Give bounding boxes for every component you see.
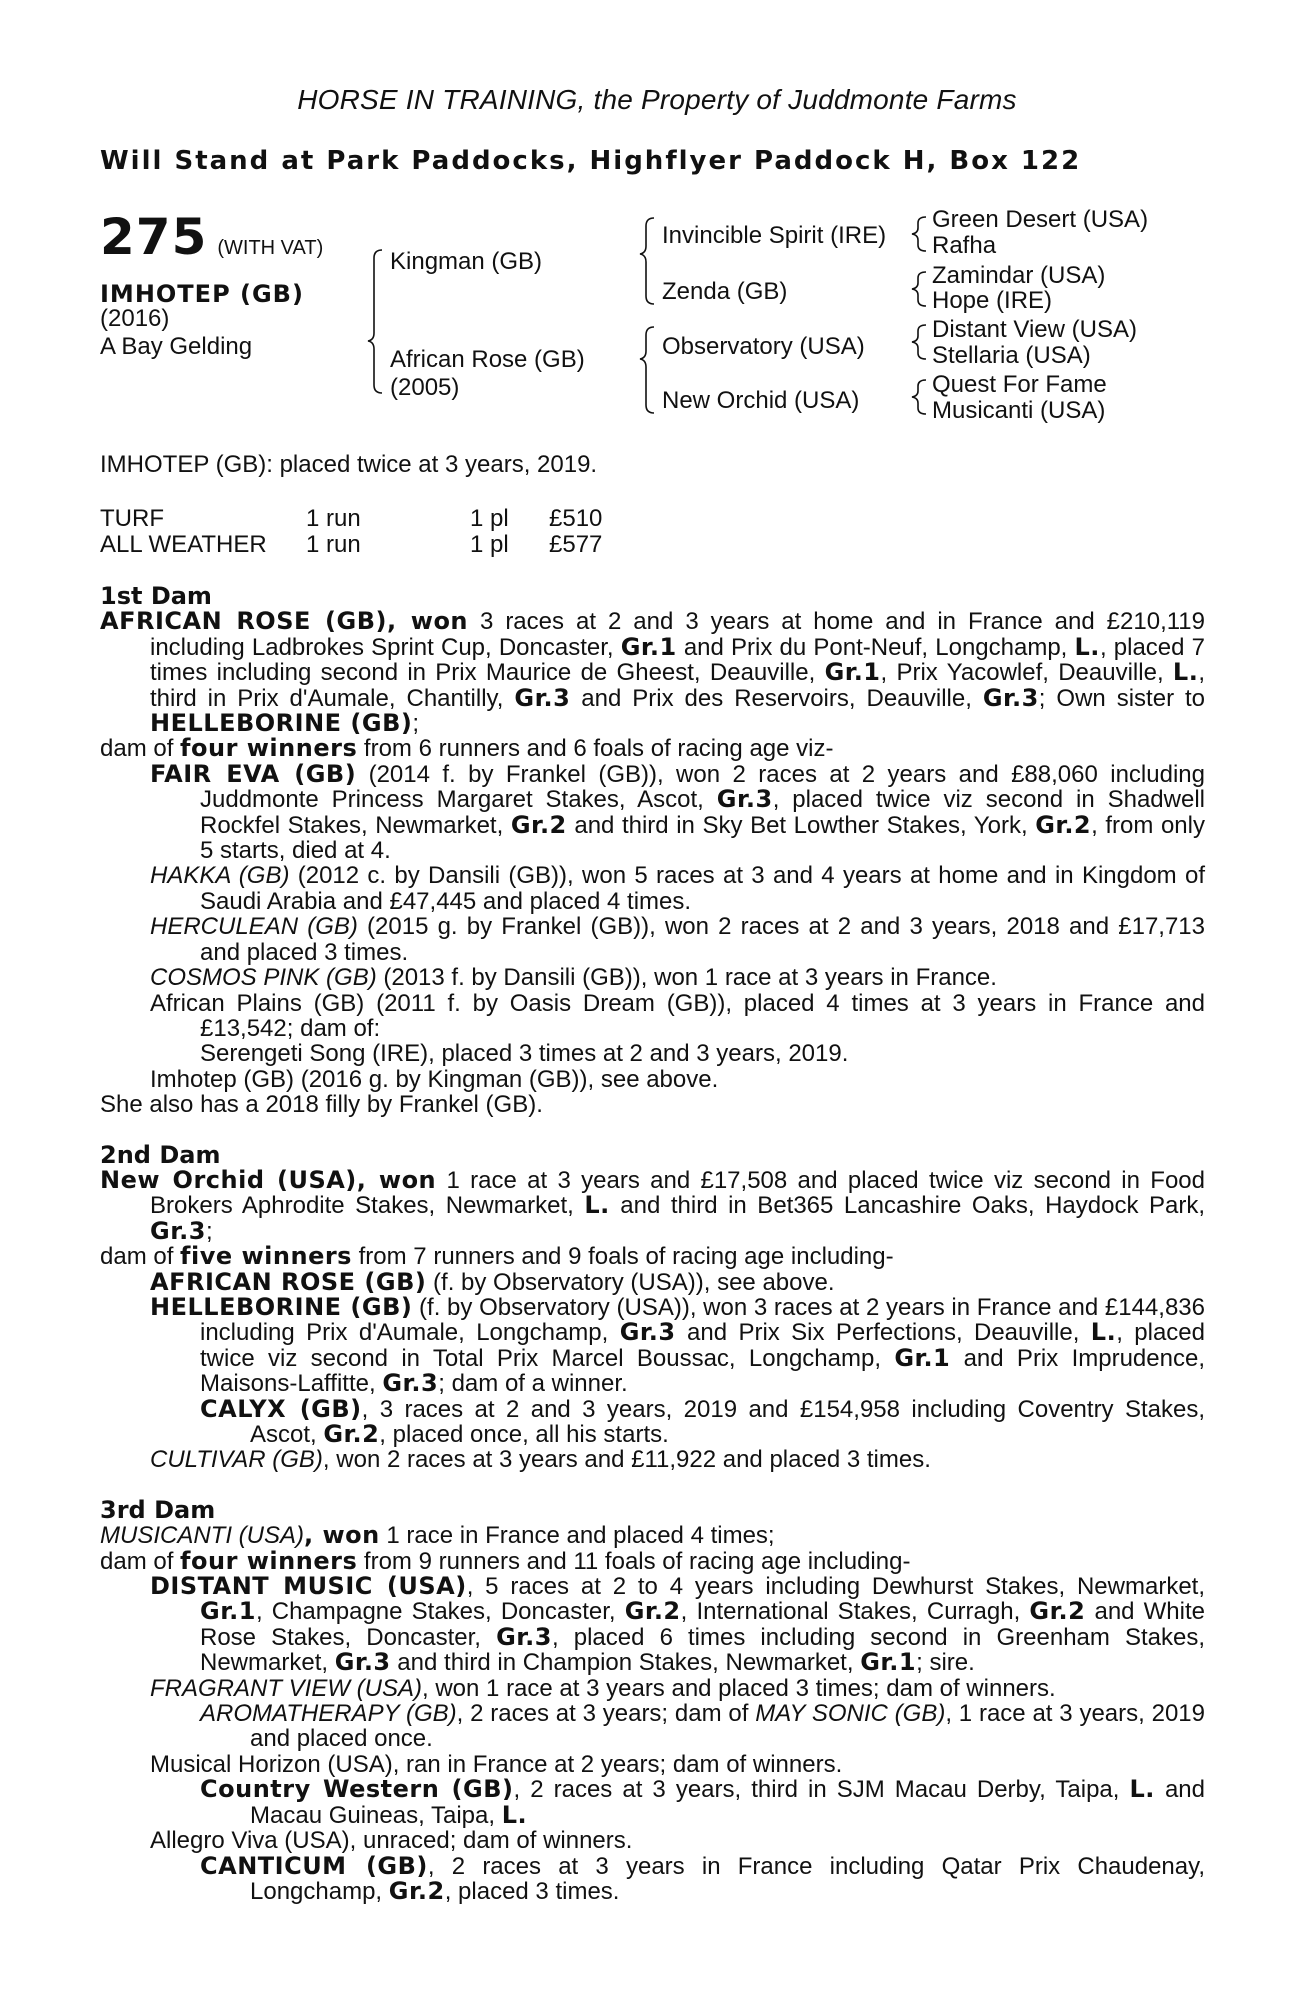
text-fragment: , Champagne Stakes, Doncaster, [255, 1598, 625, 1626]
text-fragment: and third in Sky Bet Lowther Stakes, York, [566, 811, 1036, 839]
text-fragment: , 2 races at 3 years, third in SJM Macau Derby, Taipa, [513, 1776, 1130, 1804]
won-label: , won [304, 1521, 380, 1550]
first-dam-name: AFRICAN ROSE (GB) [100, 607, 387, 636]
text-fragment: (f. by Observatory (USA)), see above. [426, 1268, 835, 1296]
third-dam-name: MUSICANTI (USA) [100, 1522, 304, 1550]
produce-name: FAIR EVA (GB) [150, 759, 357, 788]
grade-label: Gr.2 [1035, 810, 1092, 839]
text-fragment: ; sire. [916, 1649, 975, 1677]
grade-label: Gr.1 [860, 1648, 917, 1677]
pedigree-sire: Kingman (GB) [390, 248, 543, 275]
winners-count: four winners [180, 1546, 358, 1575]
pedigree-g8: Musicanti (USA) [932, 397, 1106, 424]
third-dam-produce-summary [100, 1546, 1205, 1575]
horse-description: A Bay Gelding [100, 333, 253, 360]
record-runs: 1 run [306, 505, 361, 532]
pedigree-g1: Green Desert (USA) [932, 206, 1149, 233]
record-earnings: £577 [549, 531, 603, 558]
text-fragment: , won 1 race at 3 years and placed 3 times; dam of winners. [422, 1674, 1056, 1702]
produce-african-plains: African Plains (GB) (2011 f. by Oasis Dream (GB)), placed 4 times at 3 years in France and £13,542; dam of: [150, 989, 1205, 1042]
produce-cosmos-pink [100, 965, 1205, 990]
grade-label: Gr.3 [382, 1369, 439, 1398]
pedigree-dam: African Rose (GB) [390, 346, 585, 373]
text-fragment: , won 2 races at 3 years and £11,922 and placed 3 times. [322, 1446, 931, 1474]
produce-allegro-viva: Allegro Viva (USA), unraced; dam of winners. [150, 1827, 633, 1855]
produce-serengeti-song: Serengeti Song (IRE), placed 3 times at 2 and 3 years, 2019. [200, 1040, 849, 1068]
produce-name: FRAGRANT VIEW (USA) [150, 1674, 423, 1702]
record-runs: 1 run [306, 531, 361, 558]
grade-label: Gr.1 [894, 1343, 951, 1372]
record-placed: 1 pl [470, 531, 509, 558]
produce-helleborine [100, 1292, 1205, 1398]
produce-canticum [100, 1851, 1206, 1905]
text-fragment: from 7 runners and 9 foals of racing age including- [351, 1243, 894, 1271]
grade-label: Gr.1 [824, 658, 881, 687]
record-earnings: £510 [549, 505, 603, 532]
grade-label: Gr.2 [323, 1420, 380, 1448]
produce-name: COSMOS PINK (GB) [150, 964, 377, 992]
produce-name: HAKKA (GB) [150, 862, 290, 890]
pedigree-sire-dam: Zenda (GB) [662, 278, 788, 305]
produce-name: CALYX (GB) [200, 1394, 362, 1423]
record-placed: 1 pl [470, 505, 509, 532]
text-fragment: ; dam of a winner. [438, 1370, 628, 1398]
text-fragment: , 1 race at 3 years, 2019 and placed once. [250, 1700, 1206, 1753]
second-dam-produce-summary [100, 1244, 1205, 1269]
won-label: , won [386, 607, 469, 636]
text-fragment: , Prix Yacowlef, Deauville, [880, 659, 1173, 687]
winners-count: five winners [180, 1242, 352, 1271]
text-fragment: and Prix du Pont-Neuf, Longchamp, [676, 633, 1075, 661]
text-fragment: , 2 races at 3 years; dam of [456, 1700, 756, 1728]
listed-label: L. [501, 1800, 528, 1829]
produce-country-western [100, 1777, 1205, 1828]
race-summary: IMHOTEP (GB): placed twice at 3 years, 2019. [100, 451, 598, 478]
text-fragment: , International Stakes, Curragh, [680, 1598, 1030, 1626]
pedigree-dam-year: (2005) [390, 374, 460, 401]
produce-african-rose [100, 1267, 1205, 1296]
produce-name: DISTANT MUSIC (USA) [150, 1572, 467, 1601]
pedigree-g3: Zamindar (USA) [932, 262, 1106, 289]
text-fragment: ; [412, 710, 420, 738]
grade-label: Gr.2 [510, 810, 567, 839]
text-fragment: , placed 3 times. [444, 1877, 620, 1905]
text-fragment: (f. by Observatory (USA)), won 3 races at 2 years in France and £144,836 including Prix d'Aumale, Longchamp, [200, 1293, 1205, 1347]
produce-name: AFRICAN ROSE (GB) [150, 1267, 427, 1296]
text-fragment: (2013 f. by Dansili (GB)), won 1 race at 3 years in France. [376, 964, 997, 992]
grade-label: Gr.3 [514, 683, 571, 712]
pedigree-g6: Stellaria (USA) [932, 342, 1091, 369]
produce-filly-note: She also has a 2018 filly by Frankel (GB). [100, 1091, 543, 1119]
horse-name: IMHOTEP (GB) [100, 280, 304, 308]
sister-name: HELLEBORINE (GB) [150, 709, 413, 738]
text-fragment: , placed 7 times including second in Prix Maurice de Gheest, Deauville, [150, 633, 1205, 687]
grade-label: Gr.3 [716, 785, 773, 814]
text-fragment: and third in Bet365 Lancashire Oaks, Haydock Park, [609, 1192, 1206, 1220]
third-dam-paragraph [100, 1523, 1205, 1548]
produce-name: Country Western (GB) [200, 1775, 514, 1804]
text-fragment: dam of [100, 1547, 181, 1575]
listed-label: L. [584, 1191, 610, 1220]
text-fragment: dam of [100, 735, 181, 763]
third-dam-heading: 3rd Dam [100, 1495, 216, 1524]
grade-label: Gr.1 [200, 1597, 256, 1626]
lot-number-value: 275 [100, 208, 208, 266]
text-fragment: and Macau Guineas, Taipa, [250, 1776, 1206, 1829]
grade-label: Gr.2 [388, 1876, 445, 1905]
listed-label: L. [1074, 632, 1100, 661]
text-fragment: (2012 c. by Dansili (GB)), won 5 races at 3 and 4 years at home and in Kingdom of Saudi Arabia and £47,445 and placed 4 times. [200, 862, 1205, 915]
produce-name: AROMATHERAPY (GB) [200, 1700, 457, 1728]
text-fragment: and Prix Imprudence, Maisons-Laffitte, [200, 1344, 1205, 1398]
record-surface: TURF [100, 505, 164, 532]
second-dam-heading: 2nd Dam [100, 1140, 221, 1169]
text-fragment: 1 race at 3 years and £17,508 and placed twice viz second in Food Brokers Aphrodite Stakes, Newmarket, [150, 1166, 1205, 1220]
grade-label: Gr.2 [624, 1597, 681, 1626]
pedigree-sire-sire: Invincible Spirit (IRE) [662, 222, 887, 249]
pedigree-g7: Quest For Fame [932, 371, 1107, 398]
text-fragment: and Prix Six Perfections, Deauville, [675, 1319, 1091, 1347]
second-dam-name: New Orchid (USA) [100, 1165, 357, 1194]
text-fragment: , third in Prix d'Aumale, Chantilly, [150, 659, 1205, 712]
first-dam-produce-summary [100, 736, 1205, 761]
text-fragment: and Prix des Reservoirs, Deauville, [570, 684, 983, 712]
produce-record [100, 584, 1205, 1904]
pedigree-g5: Distant View (USA) [932, 316, 1137, 343]
produce-name: HERCULEAN (GB) [150, 913, 358, 941]
grade-label: Gr.3 [619, 1318, 676, 1347]
page-title: HORSE IN TRAINING, the Property of Juddmonte Farms [297, 84, 1017, 115]
grade-label: Gr.3 [334, 1648, 391, 1677]
produce-cultivar [100, 1447, 1205, 1472]
section-gap [100, 1473, 1205, 1498]
vat-note: (WITH VAT) [217, 237, 324, 259]
text-fragment: dam of [100, 1243, 181, 1271]
text-fragment: , 5 races at 2 to 4 years including Dewhurst Stakes, Newmarket, [466, 1573, 1205, 1601]
text-fragment: from 6 runners and 6 foals of racing age viz- [357, 735, 834, 763]
text-fragment: ; [205, 1217, 213, 1245]
produce-calyx [100, 1394, 1205, 1448]
produce-aromatherapy [100, 1701, 1205, 1752]
listed-label: L. [1172, 658, 1199, 687]
text-fragment: , 2 races at 3 years in France including Qatar Prix Chaudenay, Longchamp, [250, 1852, 1206, 1905]
text-fragment: 3 races at 2 and 3 years at home and in France and £210,119 including Ladbrokes Sprint Cup, Doncaster, [150, 608, 1205, 661]
text-fragment: , placed once, all his starts. [379, 1421, 669, 1448]
text-fragment: 1 race in France and placed 4 times; [379, 1522, 775, 1550]
produce-name: MAY SONIC (GB) [755, 1700, 946, 1728]
first-dam-paragraph [100, 609, 1205, 736]
pedigree-dam-sire: Observatory (USA) [662, 333, 865, 360]
horse-year: (2016) [100, 305, 170, 332]
text-fragment: , from only 5 starts, died at 4. [200, 811, 1205, 865]
produce-fragrant-view [100, 1676, 1205, 1701]
produce-musical-horizon: Musical Horizon (USA), ran in France at 2 years; dam of winners. [150, 1750, 843, 1778]
listed-label: L. [1129, 1775, 1155, 1804]
second-dam-paragraph [100, 1165, 1206, 1245]
text-fragment: (2015 g. by Frankel (GB)), won 2 races at 2 and 3 years, 2018 and £17,713 and placed 3 times. [200, 913, 1205, 966]
text-fragment: , placed twice viz second in Shadwell Rockfel Stakes, Newmarket, [200, 786, 1205, 839]
listed-label: L. [1090, 1318, 1117, 1347]
winners-count: four winners [180, 734, 358, 763]
stand-location: Will Stand at Park Paddocks, Highflyer Paddock H, Box 122 [100, 146, 1082, 176]
grade-label: Gr.2 [1029, 1597, 1086, 1626]
pedigree-dam-dam: New Orchid (USA) [662, 387, 860, 414]
first-dam-heading: 1st Dam [100, 582, 212, 610]
grade-label: Gr.3 [496, 1622, 552, 1651]
text-fragment: ; Own sister to [1038, 684, 1206, 712]
section-gap [100, 1118, 1205, 1143]
record-surface: ALL WEATHER [100, 531, 267, 558]
text-fragment: from 9 runners and 11 foals of racing age including- [357, 1547, 911, 1575]
pedigree-g2: Rafha [932, 232, 997, 259]
text-fragment: , 3 races at 2 and 3 years, 2019 and £154,958 including Coventry Stakes, Ascot, [250, 1395, 1205, 1448]
text-fragment: and White Rose Stakes, Doncaster, [200, 1598, 1205, 1651]
produce-distant-music [100, 1574, 1205, 1676]
grade-label: Gr.1 [620, 632, 677, 661]
grade-label: Gr.3 [982, 683, 1039, 712]
produce-imhotep: Imhotep (GB) (2016 g. by Kingman (GB)), see above. [150, 1065, 719, 1093]
pedigree-g4: Hope (IRE) [932, 287, 1053, 314]
text-fragment: , placed twice viz second in Total Prix Marcel Boussac, Longchamp, [200, 1319, 1205, 1372]
produce-herculean [100, 914, 1205, 965]
produce-name: CANTICUM (GB) [200, 1851, 428, 1880]
produce-name: CULTIVAR (GB) [150, 1446, 323, 1474]
produce-fair-eva [100, 759, 1205, 865]
won-label: , won [356, 1165, 437, 1194]
text-fragment: (2014 f. by Frankel (GB)), won 2 races at 2 years and £88,060 including Juddmonte Princess Margaret Stakes, Ascot, [200, 760, 1205, 814]
text-fragment: , placed 6 times including second in Greenham Stakes, Newmarket, [200, 1623, 1206, 1677]
produce-hakka [100, 863, 1205, 914]
grade-label: Gr.3 [150, 1216, 206, 1245]
produce-name: HELLEBORINE (GB) [150, 1292, 413, 1321]
text-fragment: and third in Champion Stakes, Newmarket, [390, 1649, 861, 1677]
